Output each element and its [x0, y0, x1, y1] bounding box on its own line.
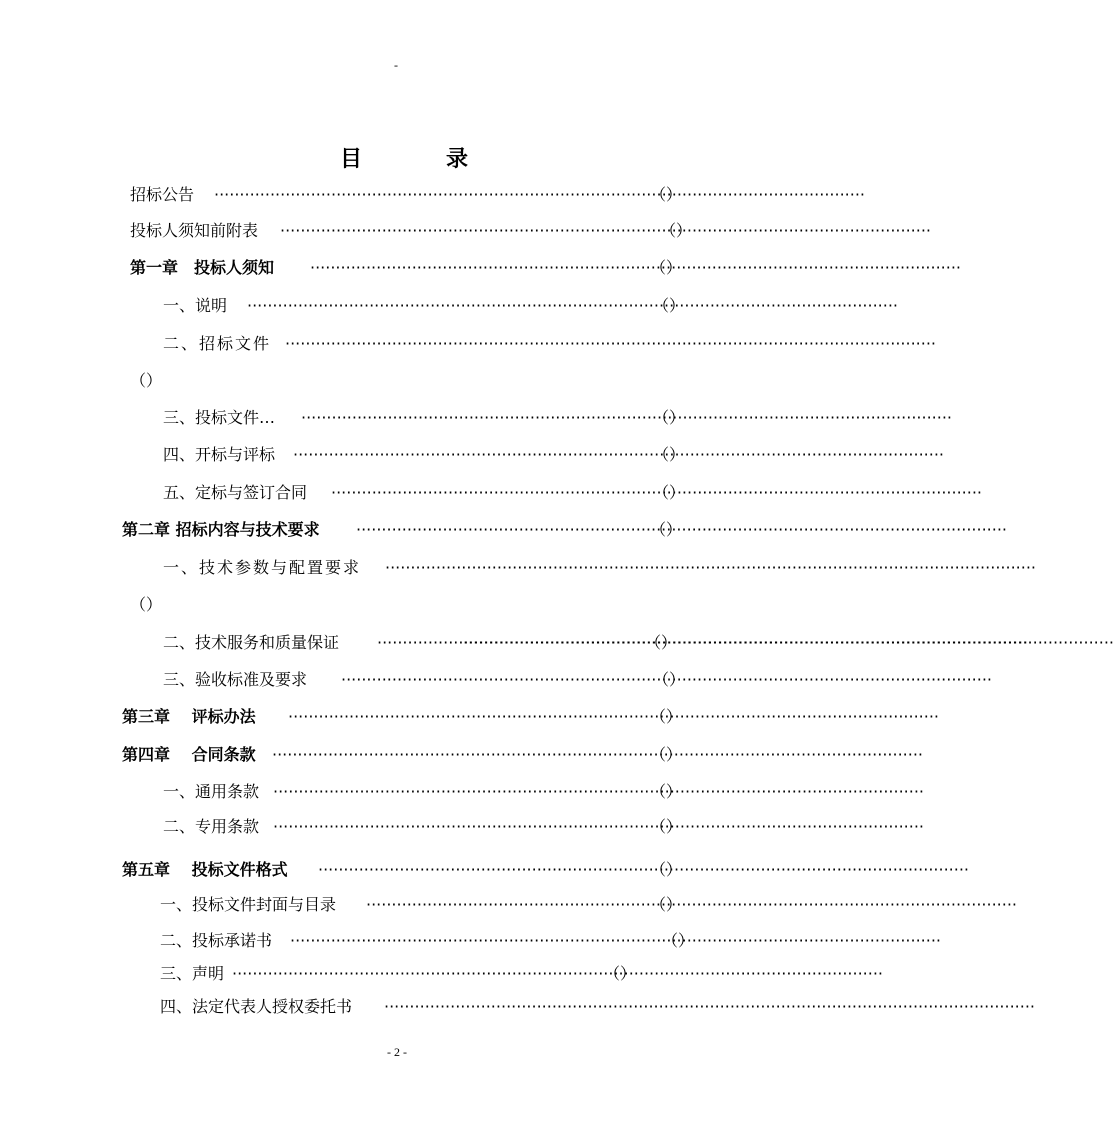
toc-title-char-1: 目	[340, 147, 363, 172]
toc-page-ref: （）	[130, 371, 163, 390]
toc-page-ref: （）	[650, 745, 683, 764]
toc-page-ref: （）	[650, 817, 683, 836]
toc-section-2-3[interactable]	[163, 668, 693, 692]
toc-leader-dots	[366, 893, 648, 917]
toc-leader-dots	[273, 815, 649, 839]
toc-entry-label: 第二章 招标内容与技术要求	[122, 520, 320, 539]
toc-entry-label: 一、说明	[163, 296, 228, 315]
toc-section-5-2[interactable]	[160, 929, 695, 953]
toc-page-ref: （）	[653, 296, 686, 315]
toc-entry-label: 一、通用条款	[163, 782, 260, 801]
toc-page-ref: （）	[653, 408, 686, 427]
toc-section-4-2[interactable]	[163, 815, 693, 839]
toc-leader-dots	[318, 858, 608, 882]
toc-entry-label: 一、技术参数与配置要求	[163, 558, 362, 577]
toc-entry-label: 五、定标与签订合同	[163, 483, 308, 502]
toc-leader-dots	[288, 705, 636, 729]
toc-leader-dots	[293, 443, 627, 467]
toc-page-ref: （）	[650, 258, 683, 277]
toc-section-4-1[interactable]	[163, 780, 693, 804]
toc-page-ref: （）	[650, 185, 683, 204]
toc-leader-dots	[272, 743, 648, 767]
toc-entry-label: 二、专用条款	[163, 817, 260, 836]
toc-leader-dots	[301, 406, 601, 430]
toc-entry-label: 二、技术服务和质量保证	[163, 633, 340, 652]
toc-entry-label: 二、投标承诺书	[160, 931, 273, 950]
toc-entry-label: 三、投标文件…	[163, 408, 276, 427]
toc-entry-label: 一、投标文件封面与目录	[160, 895, 337, 914]
toc-chapter-1[interactable]	[130, 256, 690, 280]
toc-leader-dots	[310, 256, 622, 280]
toc-section-5-4[interactable]	[160, 995, 690, 1019]
toc-page-ref: （）	[130, 595, 163, 614]
toc-leader-dots	[247, 294, 619, 318]
toc-title	[0, 142, 794, 172]
toc-section-2-2[interactable]	[163, 631, 693, 655]
toc-page-ref: （）	[650, 520, 683, 539]
toc-title-char-2: 录	[446, 147, 469, 172]
toc-page-ref: （）	[650, 860, 683, 879]
toc-page-ref: （）	[653, 445, 686, 464]
header-mark: -	[394, 58, 398, 72]
toc-chapter-3[interactable]	[122, 705, 692, 729]
toc-section-1-2[interactable]	[163, 332, 683, 356]
toc-entry-label: 二、招标文件	[163, 334, 272, 353]
toc-entry-label: 第三章 评标办法	[122, 707, 256, 726]
toc-section-1-5[interactable]	[163, 481, 693, 505]
toc-entry-label: 投标人须知前附表	[130, 221, 259, 240]
toc-leader-dots	[384, 995, 670, 1019]
toc-page-ref: （）	[653, 670, 686, 689]
toc-page-ref: （）	[604, 964, 637, 983]
toc-leader-dots	[273, 780, 649, 804]
toc-leader-dots	[385, 556, 671, 580]
toc-section-1-4[interactable]	[163, 443, 693, 467]
toc-page-ref: （）	[662, 931, 695, 950]
toc-section-2-1[interactable]	[163, 556, 683, 580]
toc-entry-label: 三、验收标准及要求	[163, 670, 308, 689]
toc-entry-label: 第一章 投标人须知	[130, 258, 275, 277]
toc-leader-dots	[356, 518, 618, 542]
toc-leader-dots	[290, 929, 604, 953]
toc-chapter-4[interactable]	[122, 743, 692, 767]
toc-entry-label: 四、法定代表人授权委托书	[160, 997, 353, 1016]
toc-leader-dots	[341, 668, 619, 692]
toc-entry-label: 招标公告	[130, 185, 195, 204]
toc-page-ref: （）	[650, 895, 683, 914]
toc-entry-label: 四、开标与评标	[163, 445, 276, 464]
toc-section-5-1[interactable]	[160, 893, 690, 917]
toc-entry-label: 第五章 投标文件格式	[122, 860, 288, 879]
toc-section-1-3[interactable]	[163, 406, 693, 430]
toc-leader-dots	[285, 332, 671, 356]
toc-entry-bidding-notice[interactable]	[130, 183, 690, 207]
toc-entry-label: 三、声明	[160, 964, 225, 983]
toc-leader-dots	[280, 219, 632, 243]
toc-entry-label: 第四章 合同条款	[122, 745, 256, 764]
toc-page-ref: （）	[653, 483, 686, 502]
toc-entry-instructions-data-sheet[interactable]	[130, 219, 693, 243]
toc-chapter-5[interactable]	[122, 858, 692, 882]
toc-page-ref: （）	[645, 633, 678, 652]
toc-chapter-2[interactable]	[122, 518, 692, 542]
toc-leader-dots	[232, 962, 548, 986]
toc-section-1-1[interactable]	[163, 294, 693, 318]
toc-page-ref: （）	[660, 221, 693, 240]
toc-leader-dots-2	[463, 631, 591, 655]
page-number: - 2 -	[387, 1045, 407, 1059]
toc-section-5-3[interactable]	[160, 962, 690, 986]
toc-page-ref: （）	[650, 782, 683, 801]
toc-leader-dots	[214, 183, 622, 207]
toc-page-ref: （）	[650, 707, 683, 726]
toc-leader-dots	[331, 481, 627, 505]
toc-leader-dots	[377, 631, 451, 655]
